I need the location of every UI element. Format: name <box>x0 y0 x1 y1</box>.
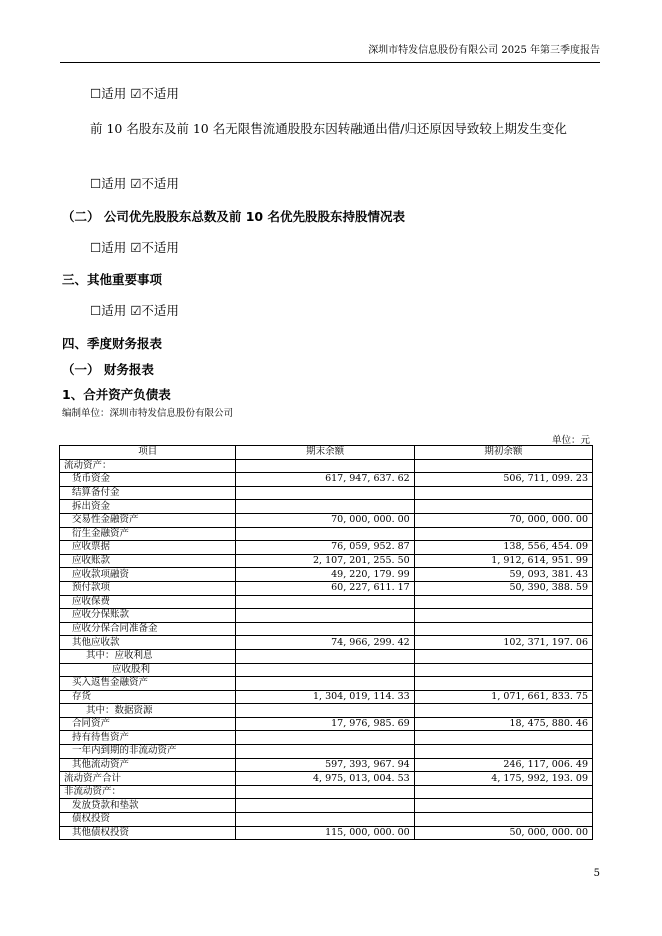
row-end-balance <box>236 622 414 636</box>
row-end-balance: 4, 975, 013, 004. 53 <box>236 772 414 786</box>
row-label: 一年内到期的非流动资产 <box>60 745 236 759</box>
row-begin-balance <box>414 486 592 500</box>
row-end-balance: 70, 000, 000. 00 <box>236 513 414 527</box>
row-end-balance: 49, 220, 179. 99 <box>236 568 414 582</box>
row-end-balance: 115, 000, 000. 00 <box>236 826 414 840</box>
table-row <box>60 704 593 718</box>
table-row <box>60 772 593 786</box>
row-begin-balance: 1, 912, 614, 951. 99 <box>414 554 592 568</box>
row-end-balance <box>236 745 414 759</box>
row-begin-balance: 102, 371, 197. 06 <box>414 636 592 650</box>
balance-sheet-table <box>59 445 593 840</box>
table-row <box>60 745 593 759</box>
not-applicable-checkbox[interactable]: ☑不适用 <box>130 176 179 191</box>
applicability-option-4 <box>90 301 179 319</box>
row-begin-balance <box>414 595 592 609</box>
row-label: 存货 <box>60 690 236 704</box>
row-end-balance <box>236 595 414 609</box>
row-begin-balance: 70, 000, 000. 00 <box>414 513 592 527</box>
row-label: 债权投资 <box>60 813 236 827</box>
row-label: 合同资产 <box>60 717 236 731</box>
row-label: 应收账款 <box>60 554 236 568</box>
row-begin-balance: 1, 071, 661, 833. 75 <box>414 690 592 704</box>
table-row <box>60 690 593 704</box>
row-label: 其中：数据资源 <box>60 704 236 718</box>
not-applicable-checkbox[interactable]: ☑不适用 <box>130 303 179 318</box>
row-label: 流动资产合计 <box>60 772 236 786</box>
table-header-row <box>60 446 593 460</box>
row-begin-balance: 138, 556, 454. 09 <box>414 541 592 555</box>
row-end-balance <box>236 677 414 691</box>
not-applicable-checkbox[interactable]: ☑不适用 <box>130 240 179 255</box>
row-label: 预付款项 <box>60 581 236 595</box>
page-header <box>60 40 600 63</box>
row-end-balance: 617, 947, 637. 62 <box>236 473 414 487</box>
other-matters-heading: 三、其他重要事项 <box>62 272 163 287</box>
table-row <box>60 609 593 623</box>
table-row <box>60 622 593 636</box>
applicability-option-2 <box>90 174 179 192</box>
row-label: 交易性金融资产 <box>60 513 236 527</box>
table-row <box>60 554 593 568</box>
row-end-balance: 597, 393, 967. 94 <box>236 758 414 772</box>
column-header-begin-balance: 期初余额 <box>414 446 592 460</box>
row-end-balance <box>236 486 414 500</box>
row-end-balance: 76, 059, 952. 87 <box>236 541 414 555</box>
row-label: 其他流动资产 <box>60 758 236 772</box>
row-label: 衍生金融资产 <box>60 527 236 541</box>
table-row <box>60 513 593 527</box>
table-row <box>60 568 593 582</box>
row-label: 持有待售资产 <box>60 731 236 745</box>
row-label: 应收票据 <box>60 541 236 555</box>
table-row <box>60 677 593 691</box>
row-label: 应收保费 <box>60 595 236 609</box>
table-row <box>60 581 593 595</box>
applicable-checkbox[interactable]: ☐适用 <box>90 240 127 255</box>
applicability-option-3 <box>90 238 179 256</box>
row-label: 买入返售金融资产 <box>60 677 236 691</box>
row-end-balance <box>236 799 414 813</box>
table-row <box>60 636 593 650</box>
row-begin-balance <box>414 813 592 827</box>
applicable-checkbox[interactable]: ☐适用 <box>90 86 127 101</box>
row-begin-balance <box>414 527 592 541</box>
row-end-balance: 74, 966, 299. 42 <box>236 636 414 650</box>
table-row <box>60 663 593 677</box>
row-end-balance <box>236 731 414 745</box>
compiler-label: 编制单位：深圳市特发信息股份有限公司 <box>62 408 234 419</box>
row-begin-balance <box>414 663 592 677</box>
table-row <box>60 717 593 731</box>
row-end-balance <box>236 459 414 473</box>
table-row <box>60 541 593 555</box>
row-end-balance: 1, 304, 019, 114. 33 <box>236 690 414 704</box>
row-end-balance <box>236 500 414 514</box>
row-begin-balance <box>414 785 592 799</box>
row-begin-balance <box>414 622 592 636</box>
applicability-option-1 <box>90 84 179 102</box>
row-label: 其中：应收利息 <box>60 649 236 663</box>
applicable-checkbox[interactable]: ☐适用 <box>90 176 127 191</box>
row-end-balance: 2, 107, 201, 255. 50 <box>236 554 414 568</box>
column-header-item: 项目 <box>60 446 236 460</box>
row-end-balance <box>236 663 414 677</box>
row-label: 应收分保合同准备金 <box>60 622 236 636</box>
row-begin-balance: 18, 475, 880. 46 <box>414 717 592 731</box>
quarterly-statements-heading: 四、季度财务报表 <box>62 336 163 351</box>
row-begin-balance: 50, 000, 000. 00 <box>414 826 592 840</box>
column-header-end-balance: 期末余额 <box>236 446 414 460</box>
row-begin-balance <box>414 609 592 623</box>
row-label: 结算备付金 <box>60 486 236 500</box>
row-begin-balance: 246, 117, 006. 49 <box>414 758 592 772</box>
row-label: 流动资产： <box>60 459 236 473</box>
not-applicable-checkbox[interactable]: ☑不适用 <box>130 86 179 101</box>
table-row <box>60 731 593 745</box>
row-end-balance <box>236 813 414 827</box>
table-row <box>60 826 593 840</box>
table-row <box>60 799 593 813</box>
row-end-balance: 17, 976, 985. 69 <box>236 717 414 731</box>
row-label: 其他债权投资 <box>60 826 236 840</box>
balance-sheet-heading: 1、合并资产负债表 <box>62 387 171 402</box>
table-row <box>60 459 593 473</box>
financial-statements-heading: （一） 财务报表 <box>62 362 154 377</box>
table-row <box>60 527 593 541</box>
row-begin-balance <box>414 677 592 691</box>
row-begin-balance <box>414 649 592 663</box>
table-row <box>60 813 593 827</box>
table-row <box>60 649 593 663</box>
report-title: 深圳市特发信息股份有限公司 2025 年第三季度报告 <box>368 45 600 56</box>
row-end-balance <box>236 609 414 623</box>
row-end-balance: 60, 227, 611. 17 <box>236 581 414 595</box>
row-label: 发放贷款和垫款 <box>60 799 236 813</box>
row-begin-balance: 4, 175, 992, 193. 09 <box>414 772 592 786</box>
table-row <box>60 473 593 487</box>
row-begin-balance <box>414 799 592 813</box>
row-begin-balance <box>414 459 592 473</box>
row-label: 非流动资产： <box>60 785 236 799</box>
unit-label: 单位：元 <box>551 435 590 446</box>
table-row <box>60 500 593 514</box>
page-number: 5 <box>593 868 600 879</box>
row-begin-balance <box>414 500 592 514</box>
preferred-shares-heading: （二） 公司优先股股东总数及前 10 名优先股股东持股情况表 <box>62 209 405 224</box>
table-row <box>60 758 593 772</box>
row-begin-balance: 59, 093, 381. 43 <box>414 568 592 582</box>
row-end-balance <box>236 527 414 541</box>
applicable-checkbox[interactable]: ☐适用 <box>90 303 127 318</box>
row-label: 其他应收款 <box>60 636 236 650</box>
row-label: 应收款项融资 <box>60 568 236 582</box>
row-end-balance <box>236 649 414 663</box>
row-begin-balance: 50, 390, 388. 59 <box>414 581 592 595</box>
row-begin-balance <box>414 731 592 745</box>
row-label: 应收分保账款 <box>60 609 236 623</box>
row-begin-balance <box>414 704 592 718</box>
row-label: 拆出资金 <box>60 500 236 514</box>
row-end-balance <box>236 704 414 718</box>
row-label: 应收股利 <box>60 663 236 677</box>
table-row <box>60 486 593 500</box>
row-end-balance <box>236 785 414 799</box>
row-label: 货币资金 <box>60 473 236 487</box>
row-begin-balance <box>414 745 592 759</box>
row-begin-balance: 506, 711, 099. 23 <box>414 473 592 487</box>
table-row <box>60 595 593 609</box>
securities-lending-paragraph: 前 10 名股东及前 10 名无限售流通股股东因转融通出借/归还原因导致较上期发生变化 <box>90 121 567 136</box>
table-row <box>60 785 593 799</box>
